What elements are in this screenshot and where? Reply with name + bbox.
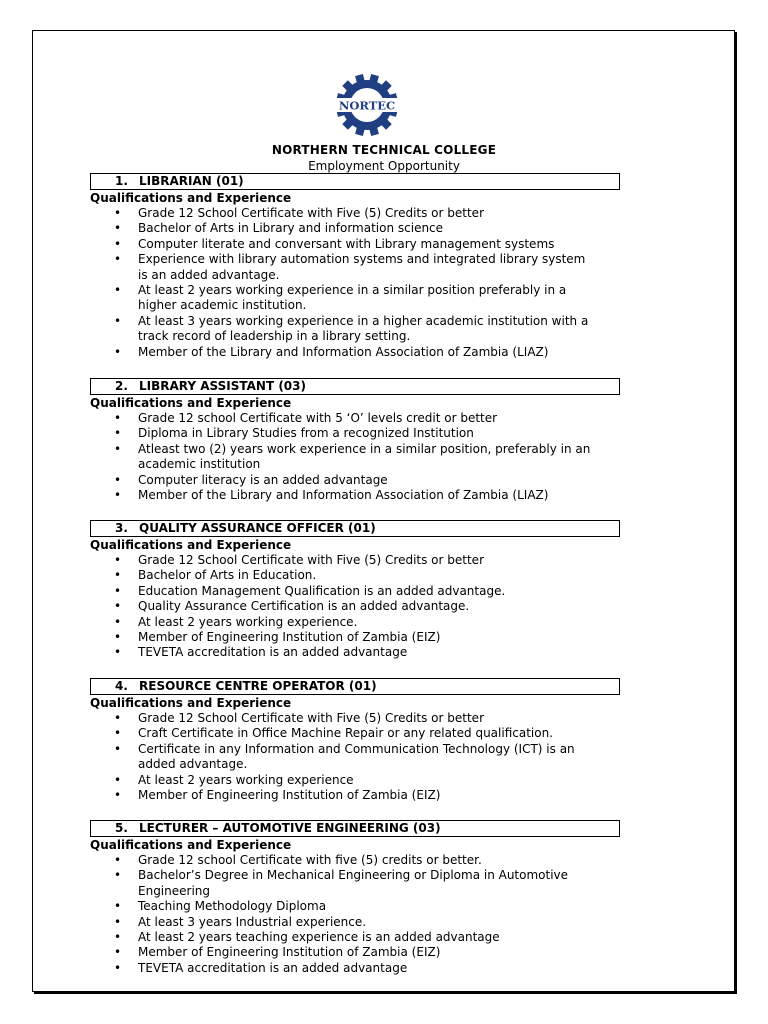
bullet-icon: •	[114, 568, 122, 583]
requirement-text: Member of the Library and Information Association of Zambia (LIAZ)	[138, 344, 549, 359]
bullet-icon: •	[114, 614, 122, 629]
requirement-text: TEVETA accreditation is an added advantage	[138, 645, 408, 660]
bullet-icon: •	[114, 960, 122, 975]
bullet-icon: •	[114, 236, 122, 251]
requirement-item	[90, 788, 598, 803]
requirement-text: TEVETA accreditation is an added advantage	[138, 960, 408, 975]
requirement-text: At least 2 years teaching experience is an added advantage	[138, 930, 500, 945]
requirement-text: At least 2 years working experience	[138, 772, 354, 787]
requirement-text: Computer literate and conversant with Library management systems	[138, 236, 555, 251]
qualifications-heading: Qualifications and Experience	[90, 696, 292, 710]
position-section	[90, 173, 620, 360]
position-number: 4.	[115, 679, 128, 693]
requirement-text: Diploma in Library Studies from a recognized Institution	[138, 426, 474, 441]
qualifications-heading: Qualifications and Experience	[90, 538, 292, 552]
bullet-icon: •	[114, 599, 122, 614]
requirement-text: Quality Assurance Certification is an added advantage.	[138, 599, 470, 614]
requirement-text: At least 3 years Industrial experience.	[138, 914, 367, 929]
requirement-item	[90, 553, 598, 568]
requirement-text: Grade 12 school Certificate with 5 ‘O’ levels credit or better	[138, 411, 498, 425]
requirement-text: Grade 12 School Certificate with Five (5) Credits or better	[138, 206, 485, 220]
requirement-item	[90, 742, 598, 773]
requirement-text: Education Management Qualification is an added advantage.	[138, 583, 506, 598]
position-title-box	[90, 678, 620, 695]
position-title-box	[90, 820, 620, 837]
bullet-icon: •	[114, 945, 122, 960]
requirements-list	[90, 411, 620, 503]
requirement-text: Member of the Library and Information Association of Zambia (LIAZ)	[138, 488, 549, 503]
requirement-text: Certificate in any Information and Communication Technology (ICT) is an added advantage.	[138, 741, 575, 772]
bullet-icon: •	[114, 711, 122, 725]
requirement-item	[90, 899, 598, 914]
requirement-item	[90, 442, 598, 473]
position-number: 2.	[115, 379, 128, 393]
bullet-icon: •	[114, 426, 122, 441]
requirement-text: At least 2 years working experience.	[138, 614, 358, 629]
bullet-icon: •	[114, 252, 122, 267]
position-title-box	[90, 378, 620, 395]
position-title: LECTURER – AUTOMOTIVE ENGINEERING (03)	[139, 821, 441, 835]
bullet-icon: •	[114, 853, 122, 867]
requirement-item	[90, 630, 598, 645]
requirement-text: Teaching Methodology Diploma	[138, 899, 327, 914]
requirement-item	[90, 726, 598, 741]
requirement-item	[90, 773, 598, 788]
requirement-item	[90, 252, 598, 283]
bullet-icon: •	[114, 726, 122, 741]
requirement-text: Grade 12 school Certificate with five (5) credits or better.	[138, 853, 482, 867]
qualifications-heading: Qualifications and Experience	[90, 838, 292, 852]
requirement-text: Bachelor of Arts in Library and information science	[138, 221, 444, 236]
bullet-icon: •	[114, 868, 122, 883]
requirements-list	[90, 553, 620, 661]
position-title: QUALITY ASSURANCE OFFICER (01)	[139, 521, 376, 535]
requirement-item	[90, 283, 598, 314]
logo-text: NORTEC	[338, 98, 396, 113]
requirement-text: Computer literacy is an added advantage	[138, 472, 388, 487]
requirement-text: At least 2 years working experience in a similar position preferably in a higher academic institution.	[138, 283, 567, 313]
requirement-item	[90, 237, 598, 252]
bullet-icon: •	[114, 741, 122, 756]
requirement-text: Experience with library automation systems and integrated library system is an added advantage.	[138, 252, 586, 282]
bullet-icon: •	[114, 914, 122, 929]
bullet-icon: •	[114, 553, 122, 567]
requirement-text: Atleast two (2) years work experience in a similar position, preferably in an academic institution	[138, 441, 591, 472]
requirement-text: Member of Engineering Institution of Zambia (EIZ)	[138, 630, 441, 645]
requirement-item	[90, 961, 598, 976]
bullet-icon: •	[114, 221, 122, 236]
position-title: RESOURCE CENTRE OPERATOR (01)	[139, 679, 377, 693]
position-section	[90, 378, 620, 503]
position-title-box	[90, 173, 620, 190]
requirement-item	[90, 945, 598, 960]
requirement-item	[90, 206, 598, 221]
requirement-item	[90, 426, 598, 441]
position-number: 3.	[115, 521, 128, 535]
requirements-list	[90, 853, 620, 976]
bullet-icon: •	[114, 772, 122, 787]
requirement-item	[90, 473, 598, 488]
requirement-item	[90, 345, 598, 360]
bullet-icon: •	[114, 313, 122, 328]
requirement-item	[90, 314, 598, 345]
requirement-text: Grade 12 School Certificate with Five (5) Credits or better	[138, 553, 485, 567]
position-section	[90, 820, 620, 976]
bullet-icon: •	[114, 411, 122, 425]
qualifications-heading: Qualifications and Experience	[90, 396, 292, 410]
bullet-icon: •	[114, 488, 122, 503]
position-title-box	[90, 520, 620, 537]
position-section	[90, 520, 620, 661]
requirement-item	[90, 488, 598, 503]
requirement-item	[90, 915, 598, 930]
requirement-item	[90, 584, 598, 599]
bullet-icon: •	[114, 472, 122, 487]
position-title: LIBRARIAN (01)	[139, 174, 244, 188]
requirement-item	[90, 711, 598, 726]
bullet-icon: •	[114, 899, 122, 914]
requirements-list	[90, 711, 620, 803]
college-name: NORTHERN TECHNICAL COLLEGE	[271, 143, 497, 157]
requirement-text: Bachelor of Arts in Education.	[138, 568, 317, 583]
bullet-icon: •	[114, 630, 122, 645]
requirement-item	[90, 853, 598, 868]
nortec-gear-logo	[334, 72, 400, 138]
requirement-text: Member of Engineering Institution of Zambia (EIZ)	[138, 788, 441, 803]
requirement-text: At least 3 years working experience in a higher academic institution with a track record of leadership in a library setting.	[138, 313, 589, 344]
bullet-icon: •	[114, 583, 122, 598]
requirement-item	[90, 568, 598, 583]
position-title: LIBRARY ASSISTANT (03)	[139, 379, 306, 393]
bullet-icon: •	[114, 283, 122, 298]
requirement-item	[90, 930, 598, 945]
requirement-text: Member of Engineering Institution of Zambia (EIZ)	[138, 945, 441, 960]
requirement-item	[90, 221, 598, 236]
bullet-icon: •	[114, 788, 122, 803]
requirement-item	[90, 599, 598, 614]
requirement-item	[90, 868, 598, 899]
requirement-text: Bachelor’s Degree in Mechanical Engineering or Diploma in Automotive Engineering	[138, 868, 569, 898]
page-subtitle: Employment Opportunity	[308, 159, 460, 173]
requirement-item	[90, 411, 598, 426]
requirement-text: Craft Certificate in Office Machine Repair or any related qualification.	[138, 726, 554, 741]
bullet-icon: •	[114, 645, 122, 660]
requirement-text: Grade 12 School Certificate with Five (5) Credits or better	[138, 711, 485, 725]
position-number: 1.	[115, 174, 128, 188]
qualifications-heading: Qualifications and Experience	[90, 191, 292, 205]
position-section	[90, 678, 620, 803]
bullet-icon: •	[114, 930, 122, 945]
requirement-item	[90, 615, 598, 630]
position-number: 5.	[115, 821, 128, 835]
bullet-icon: •	[114, 441, 122, 456]
bullet-icon: •	[114, 206, 122, 220]
requirement-item	[90, 645, 598, 660]
requirements-list	[90, 206, 620, 360]
bullet-icon: •	[114, 344, 122, 359]
